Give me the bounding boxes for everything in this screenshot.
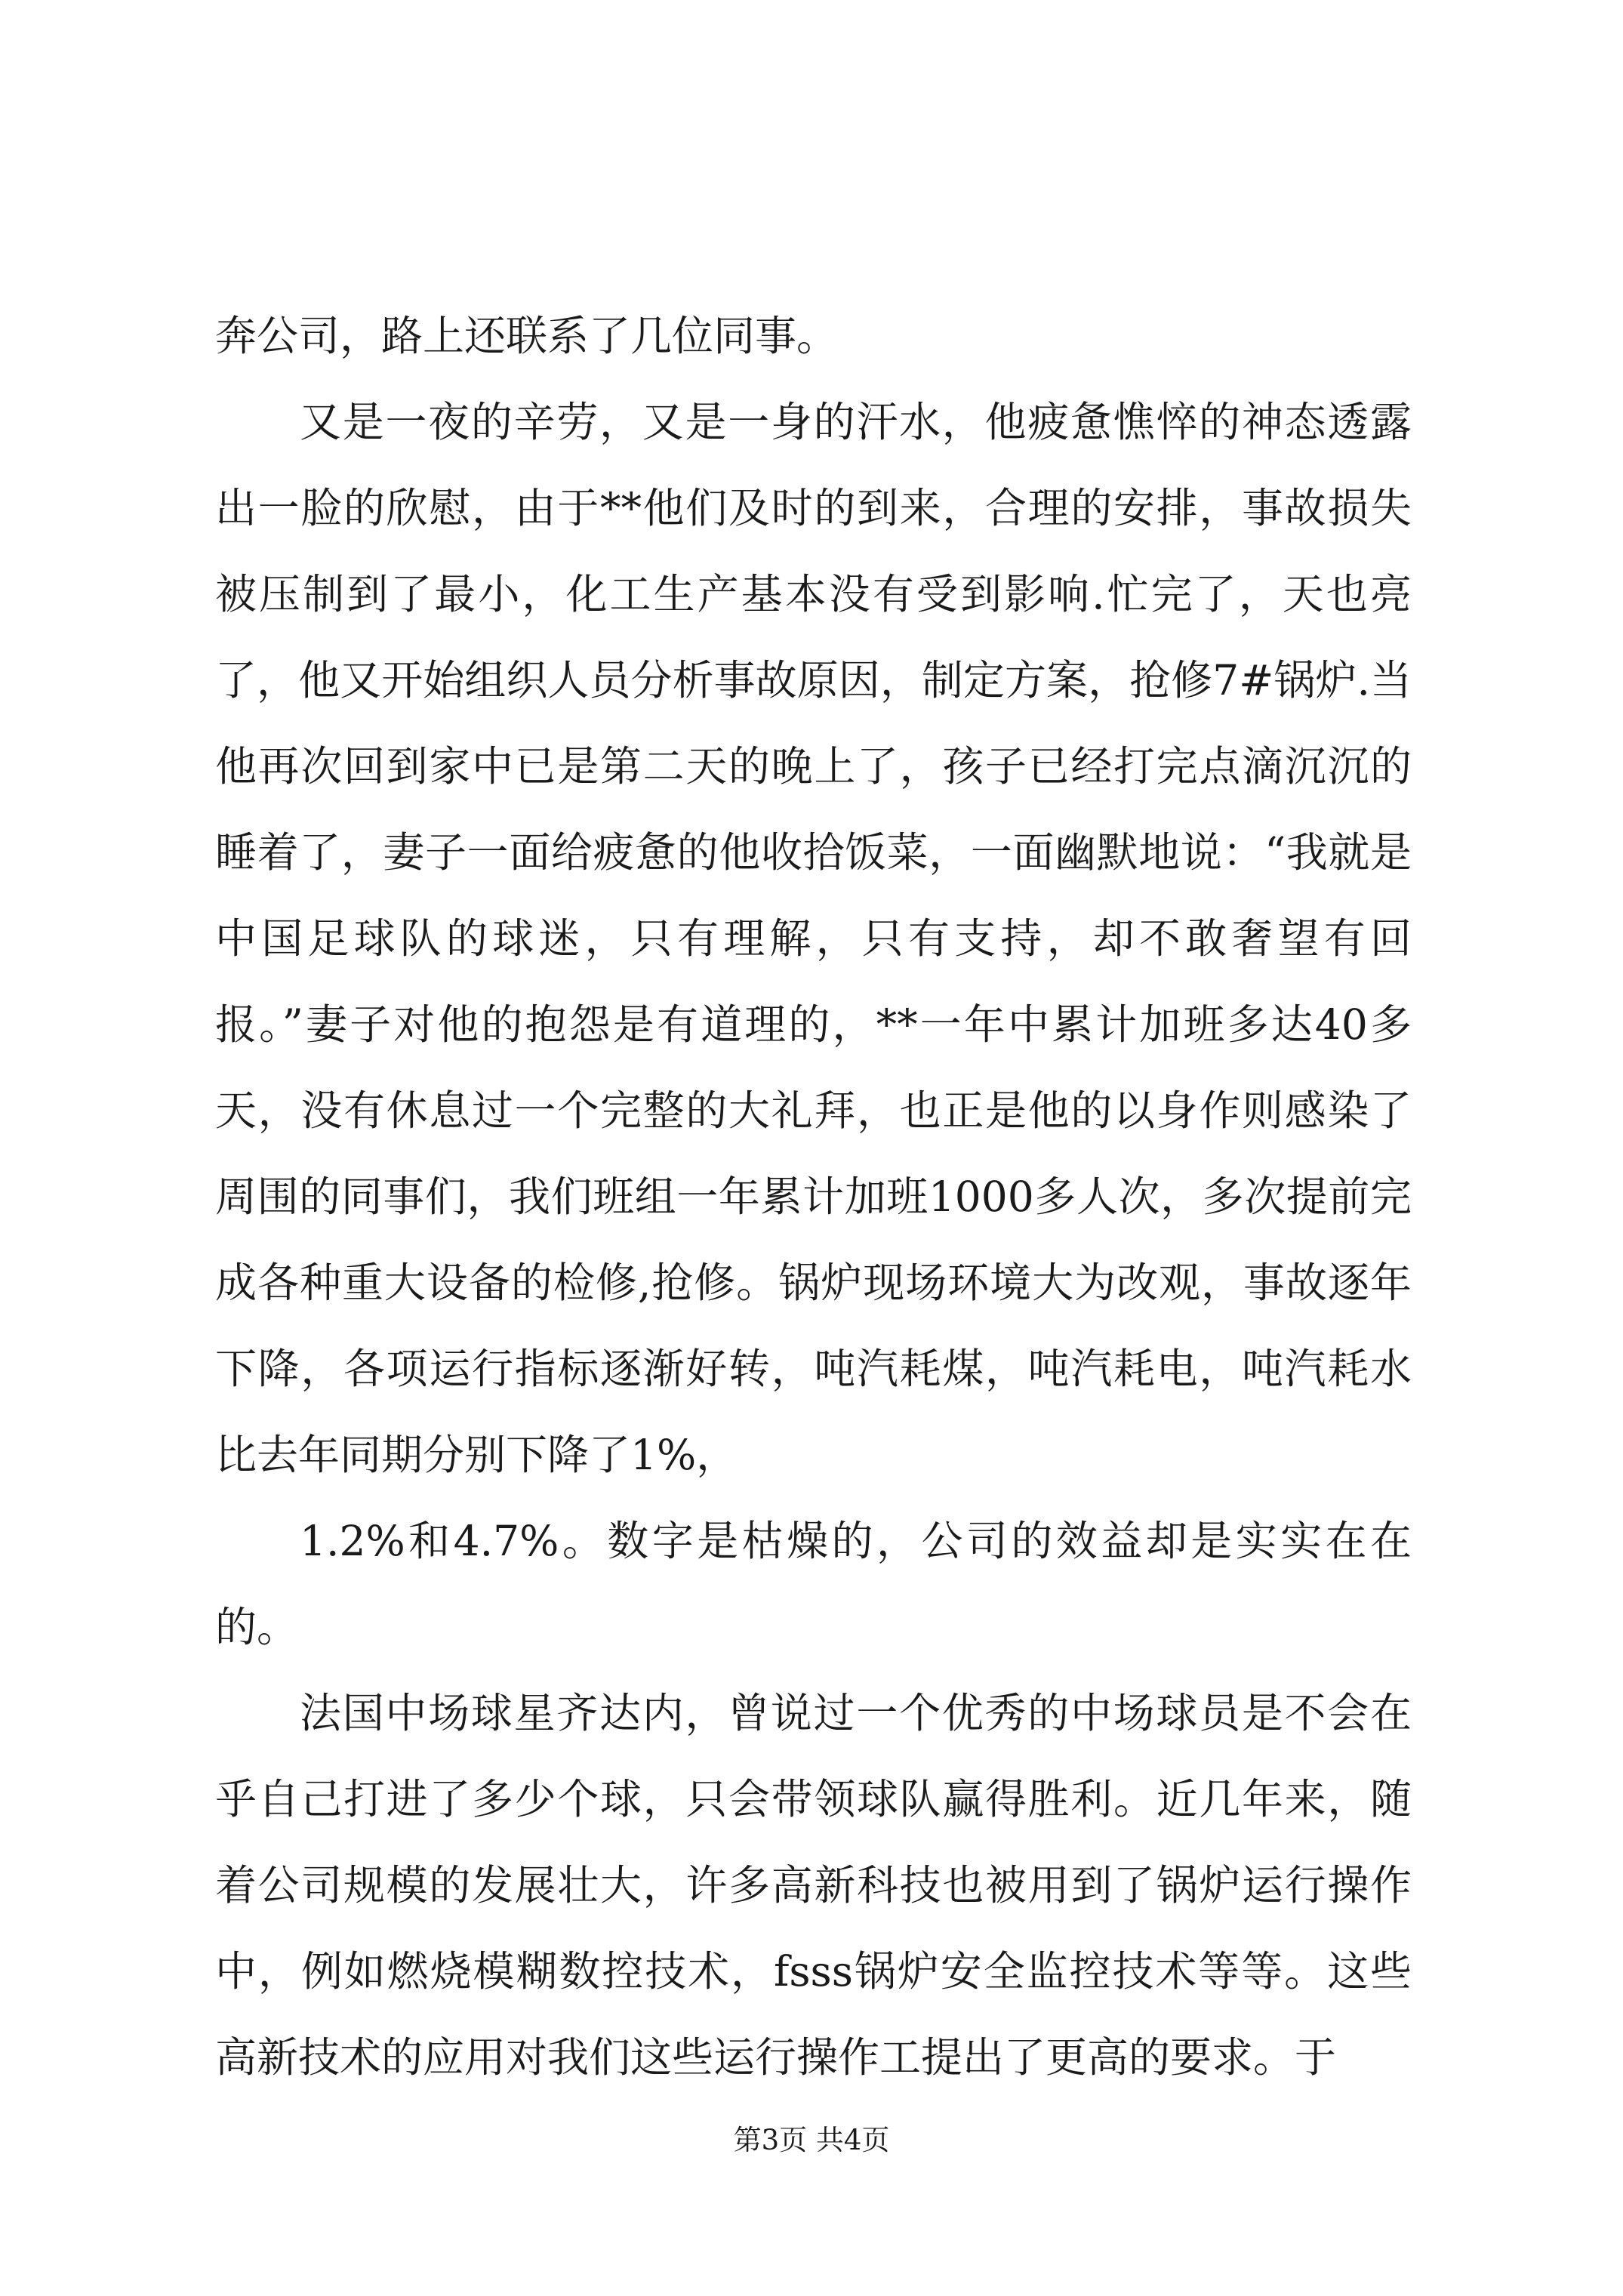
page-footer <box>0 2117 1623 2158</box>
document-body <box>215 293 1412 2100</box>
paragraph-4: 法国中场球星齐达内，曾说过一个优秀的中场球员是不会在乎自己打进了多少个球，只会带领球队赢得胜利。近几年来，随着公司规模的发展壮大，许多高新科技也被用到了锅炉运行操作中，例如燃烧模糊数控技术，fsss锅炉安全监控技术等等。这些高新技术的应用对我们这些运行操作工提出了更高的要求。于 <box>215 1689 1412 2082</box>
paragraph-3: 1.2%和4.7%。数字是枯燥的，公司的效益却是实实在在的。 <box>215 1517 1412 1651</box>
paragraph-2: 又是一夜的辛劳，又是一身的汗水，他疲惫憔悴的神态透露出一脸的欣慰，由于**他们及时的到来，合理的安排，事故损失被压制到了最小，化工生产基本没有受到影响.忙完了，天也亮了，他又开始组织人员分析事故原因，制定方案，抢修7#锅炉.当他再次回到家中已是第二天的晚上了，孩子已经打完点滴沉沉的睡着了，妻子一面给疲惫的他收拾饭菜，一面幽默地说：“我就是中国足球队的球迷，只有理解，只有支持，却不敢奢望有回报。”妻子对他的抱怨是有道理的，**一年中累计加班多达40多天，没有休息过一个完整的大礼拜，也正是他的以身作则感染了周围的同事们，我们班组一年累计加班1000多人次，多次提前完成各种重大设备的检修,抢修。锅炉现场环境大为改观，事故逐年下降，各项运行指标逐渐好转，吨汽耗煤，吨汽耗电，吨汽耗水比去年同期分别下降了1%， <box>215 398 1412 1479</box>
page-number: 第3页 共4页 <box>733 2124 890 2156</box>
paragraph-1: 奔公司，路上还联系了几位同事。 <box>215 312 839 360</box>
